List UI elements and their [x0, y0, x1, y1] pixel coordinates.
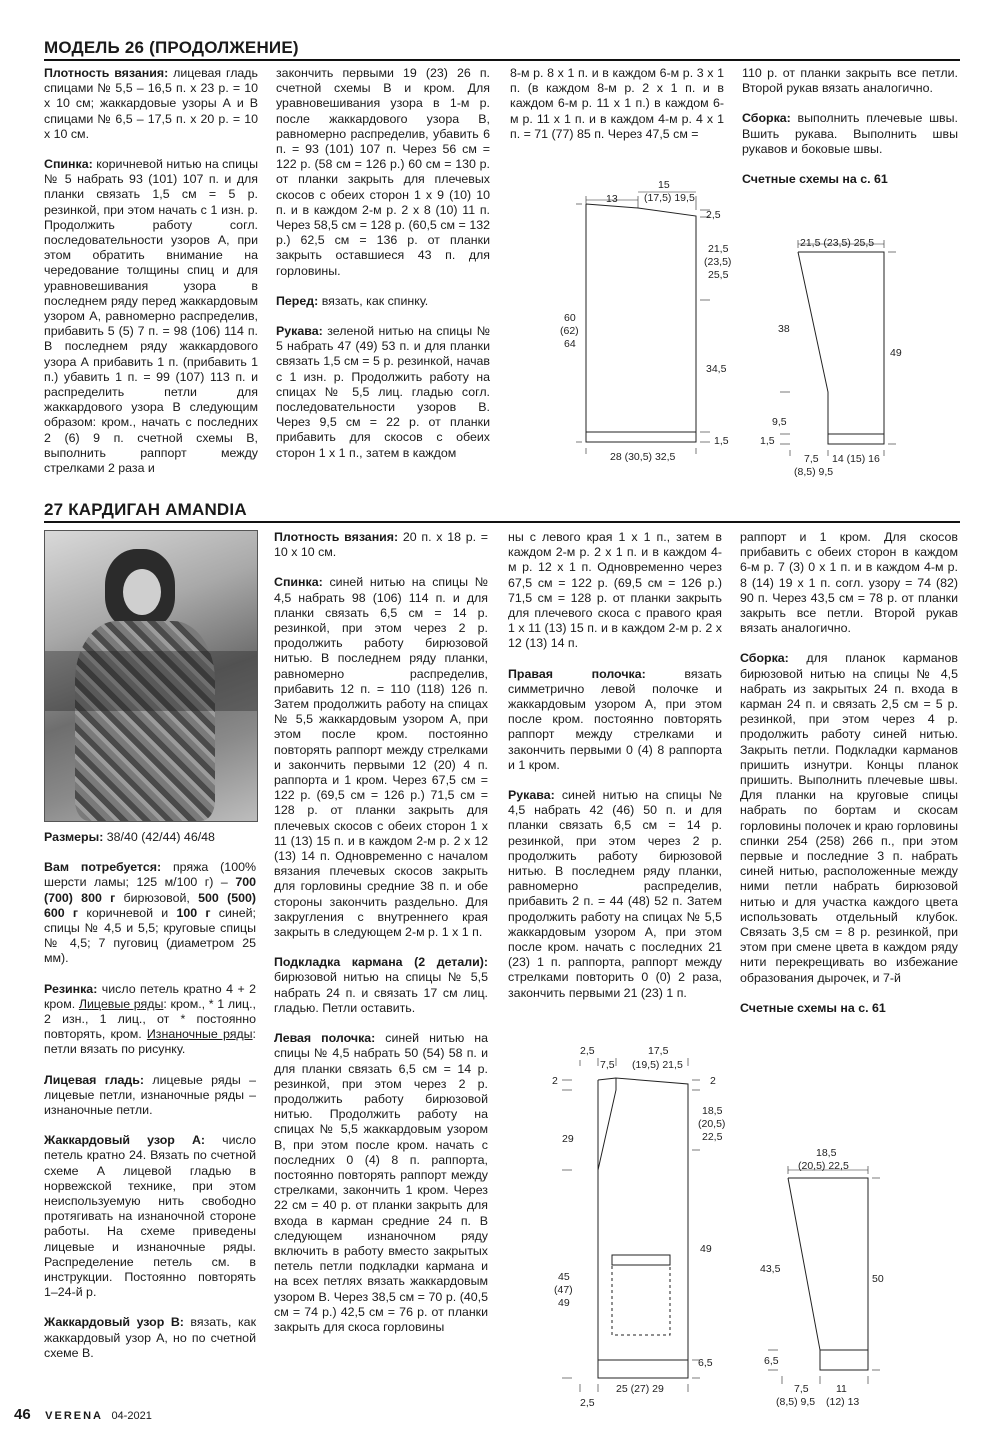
dim-25-5: 25,5 [708, 269, 729, 281]
assembly-label: Сборка: [742, 111, 791, 126]
sleeve-band-dim: 1,5 [760, 435, 775, 447]
sleeve27-top1: 18,5 [816, 1147, 837, 1159]
dim-width: 28 (30,5) 32,5 [610, 451, 676, 463]
photo-sofa [45, 651, 257, 711]
sleeve-bottom1-dim: 7,5 [804, 453, 819, 465]
front-dim-7-5: 7,5 [600, 1059, 615, 1071]
back-text: коричневой нитью на спицы № 5 набрать 93 (101) 107 п. и для планки связать 1,5 см = 5 р. резинкой, при этом начать с 1 изн. р. Продолжить работу согл. последовательности узоров А, при этом обратить внимание на чередование толщины спиц и для уравновешивания узора в последнем ряду перед жаккардовым узором А, равномерно распределив, прибавить 5 (5) 7 п. = 98 (106) 114 п. В последнем ряду жаккардового узора А прибавить 1 п. (прибавить 1 п.) убавить 1 п. = 99 (107) 113 п. и распределить петли для жаккардового узора В следующим образом: кром., начать с последних 2 (6) 9 п. счетной схемы В, выполнить раппорт между стрелками 2 раза и [44, 157, 258, 476]
front-dim-47: (47) [554, 1284, 573, 1296]
stockinette-label: Лицевая гладь: [44, 1072, 144, 1087]
sleeves-continued: 8-м р. 8 х 1 п. и в каждом 6-м р. 3 х 1 п. (в каждом 8-м р. 2 х 1 п. и в каждом 6-м р. 11 х 1 п.) в каждом 6-м р. 11 х 1 п. и в каждом 4-м р. 4 х 1 п. = 71 (77) 85 п. Через 47,5 см = [510, 66, 724, 141]
sleeves27-text: синей нитью на спицы № 4,5 набрать 42 (46) 50 п. и для планки связать 6,5 см = 14 р. резинкой, при этом через 2 р. продолжить работу бирюзовой нитью. В последнем ряду планки, равномерно распределив, прибавить 2 п. = 44 (48) 52 п. Затем продолжить работу на спицах № 5,5 жаккардовым узором А, при этом после кром. начать с последних 21 (23) 1 п. раппорта, раппорт между стрелками повторить 0 (0) 2 раза, закончить первыми 21 (23) 1 п. [508, 788, 722, 1000]
magazine-name: VERENA [45, 1410, 103, 1422]
materials-text-1: пряжа (100% шерсти ламы; 125 м/100 г) – [44, 860, 257, 890]
front-dim-2-left: 2 [552, 1075, 558, 1087]
dim-21-5: 21,5 [708, 243, 729, 255]
sleeves-label: Рукава: [276, 324, 323, 339]
jacquard-a-text: число петель кратно 24. Вязать по счетной схеме А лицевой гладью в норвежской технике, при этом неиспользуемую нить свободно протягивать на изнаночной стороне работы. На схеме приведены лицевые и изнаночные ряды. Распределение петель см. в инструкции. Постоянно повторять 1–24-й р. [44, 1133, 256, 1300]
sleeve-top-dim: 21,5 (23,5) 25,5 [800, 237, 875, 249]
sleeve27-bottom2b: (12) 13 [826, 1396, 860, 1408]
photo-face [123, 569, 161, 615]
sleeve27-slope: 43,5 [760, 1263, 781, 1275]
front-dim-width: 25 (27) 29 [616, 1383, 664, 1395]
front-dim-2-right: 2 [710, 1075, 716, 1087]
sleeve-length-dim: 49 [890, 347, 902, 359]
right-front-label: Правая полочка: [508, 666, 646, 681]
model26-sleeve-schematic [760, 232, 920, 477]
rib-wrong-rows: Изнаночные ряды [146, 1027, 253, 1042]
model27-title: 27 КАРДИГАН AMANDIA [44, 500, 247, 519]
back-continued: закончить первыми 19 (23) 26 п. счетной схемы В и кром. Для уравновешивания узора в 1-м р. после жаккардового узора В, равномерно распределив, убавить 6 п. = 93 (101) 107 п. Через 56 см = 122 р. (58 см = 126 р.) 60 см = 130 р. от планки закрыть для плечевых скосов с обеих сторон 1 х 9 (10) 10 п. и в каждом 2-м р. 2 х 8 (10) 11 п. Через 58,5 см = 128 р. (60,5 см = 132 р.) 62,5 см = 136 р. от планки закрыть оставшиеся 43 п. для горловины. [276, 66, 490, 278]
sleeves27-continued: раппорт и 1 кром. Для скосов прибавить с обеих сторон в каждом 6-м р. 7 (3) 0 х 1 п. и в каждом 4-м р. 8 (14) 19 х 1 п. согл. узору = 74 (82) 90 п. Через 43,5 см = 78 р. от планки закрыть все петли. Второй рукав вязать аналогично. [740, 530, 958, 636]
left-front-continued: ны с левого края 1 х 1 п., затем в каждом 2-м р. 2 х 1 п. и в каждом 4-м р. 12 х 1 п. Одновременно через 67,5 см = 122 р. (69,5 см = 126 р.) 71,5 см = 128 р. от планки закрыть для плечевого скоса с правого края 1 х 11 (13) 15 п. и в каждом 2-м р. 2 х 12 (13) 14 п. [508, 530, 722, 651]
charts27-reference: Счетные схемы на с. 61 [740, 1000, 886, 1015]
model26-col3 [510, 66, 724, 157]
left-front-label: Левая полочка: [274, 1031, 376, 1046]
front-dim-17-5: 17,5 [648, 1045, 669, 1057]
materials-label: Вам потребуется: [44, 860, 162, 875]
left-front-text: синей нитью на спицы № 4,5 набрать 50 (54) 58 п. и для планки связать 6,5 см = 14 р. резинкой, при этом через 2 р. продолжить работу бирюзовой нитью. Продолжить работу на спицах № 5,5 жаккардовым узором В, при этом после кром. начать с последних 0 (4) 8 п. раппорта, постоянно повторять раппорт между стрелками, закончить 1 кром. Через 22 см = 40 р. от планки закрыть для входа в карман средние 24 п. В следующем изнаночном ряду включить в работу вместо закрытых петель петли подкладки кармана и на всех петлях вязать жаккардовым узором В. Через 38,5 см = 70 р. (40,5 см = 74 р.) 42,5 см = 76 р. от планки закрыть для скоса горловины [274, 1031, 488, 1334]
rib-text-2: : кром., * 1 лиц., 2 изн., 1 лиц., от * постоянно повторять, кром. [44, 996, 256, 1042]
dim-64: 64 [564, 338, 576, 350]
dim-13: 13 [606, 193, 618, 205]
page-number: 46 [14, 1406, 31, 1423]
model27-front-schematic [540, 1040, 730, 1410]
rib-text-1: число петель кратно 4 + 2 кром. [44, 981, 256, 1011]
sleeve-bottom1b-dim: (8,5) 9,5 [794, 466, 834, 477]
sleeve-lower-dim: 9,5 [772, 416, 787, 428]
section-divider-2 [44, 521, 960, 523]
gauge-text: лицевая гладь спицами № 5,5 – 16,5 п. х 23 р. = 10 х 10 см; жаккардовые узоры А и В спицами № 6,5 – 17,5 п. х 20 р. = 10 х 10 см. [44, 66, 258, 141]
sleeves27-label: Рукава: [508, 788, 555, 803]
model27-col1 [44, 830, 256, 1376]
jacquard-a-label: Жаккардовый узор А: [44, 1133, 206, 1148]
jacquard-b-text: вязать, как жаккардовый узор А, но по счетной схеме В. [44, 1315, 256, 1360]
model27-col2 [274, 530, 488, 1350]
model27-sleeve-schematic [750, 1140, 910, 1410]
assembly-text: выполнить плечевые швы. Вшить рукава. Выполнить швы рукавов и боковые швы. [742, 111, 958, 156]
front-label: Перед: [276, 293, 319, 308]
front-dim-6-5: 6,5 [698, 1357, 713, 1369]
back27-text: синей нитью на спицы № 4,5 набрать 98 (106) 114 п. и для планки связать 6,5 см = 14 р. резинкой, при этом через 2 р. продолжить работу бирюзовой нитью. В последнем ряду планки, равномерно распределив, прибавить 12 п. = 110 (118) 126 п. Затем продолжить работу на спицах № 5,5 жаккардовым узором А, при этом после кром. постоянно повторять раппорт между стрелками и закончить первыми 12 (20) 4 п. раппорта и 1 кром. Через 67,5 см = 122 р. (69,5 см = 126 р.) 71,5 см = 128 р. от планки закрыть для плечевых скосов с обеих сторон 1 х 11 (13) 15 п. и в каждом 2-м р. 2 х 12 (13) 14 п. Одновременно с началом вязания плечевых скосов закрыть для горловины средние 38 п. и обе стороны закончить раздельно. Для закругления с внутреннего края закрыть в следующем 2-м р. 1 х 1 п. [274, 575, 488, 940]
sleeve27-bottom1b: (8,5) 9,5 [776, 1396, 816, 1408]
sleeve27-top2: (20,5) 22,5 [798, 1160, 849, 1172]
front-text: вязать, как спинку. [318, 293, 429, 308]
dim-23-5: (23,5) [704, 256, 732, 268]
sleeve-bottom2-dim: 14 (15) 16 [832, 453, 880, 465]
model27-col3 [508, 530, 722, 1016]
gauge27-label: Плотность вязания: [274, 530, 399, 544]
front-dim-45: 45 [558, 1271, 570, 1283]
issue-number: 04-2021 [111, 1410, 152, 1422]
gauge-label: Плотность вязания: [44, 66, 169, 80]
sleeve27-band: 6,5 [764, 1355, 779, 1367]
rib-label: Резинка: [44, 981, 98, 996]
materials-brown: 500 (500) 600 г [44, 890, 256, 920]
sizes-label: Размеры: [44, 830, 104, 844]
sleeve27-bottom1: 7,5 [794, 1383, 809, 1395]
front-dim-2-5-bottom: 2,5 [580, 1397, 595, 1409]
rib-text-3: : петли вязать по рисунку. [44, 1027, 256, 1057]
front-dim-19-5: (19,5) 21,5 [632, 1059, 683, 1071]
sleeves-text: зеленой нитью на спицы № 5 набрать 47 (49) 53 п. и для планки связать 1,5 см = 5 р. резинкой, начав с 1 изн. р. Продолжить работу на спицах № 5,5 лиц. гладью согл. последовательности узоров В. Через 9,5 см = 22 р. от планки прибавить для скосов с обеих сторон 1 х 1 п., затем в каждом [276, 324, 490, 460]
pocket-lining-label: Подкладка кармана (2 детали): [274, 955, 488, 970]
model26-col2 [276, 66, 490, 476]
sleeve27-length: 50 [872, 1273, 884, 1285]
jacquard-b-label: Жаккардовый узор В: [44, 1315, 184, 1330]
materials-text-3: коричневой и [78, 905, 177, 920]
front-dim-18-5: 18,5 [702, 1105, 723, 1117]
dim-1-5: 1,5 [714, 435, 729, 447]
pocket-lining-text: бирюзовой нитью на спицы № 5,5 набрать 24 п. и связать 17 см лиц. гладью. Петли оставить. [274, 970, 488, 1015]
front-dim-49: 49 [700, 1243, 712, 1255]
front-dim-29: 29 [562, 1133, 574, 1145]
assembly27-text: для планок карманов бирюзовой нитью на спицы № 4,5 набрать из закрытых 24 п. входа в карман 24 п. и связать 2,5 см = 5 р. резинкой, при этом через 4 р. продолжить работу синей нитью. Закрыть петли. Подкладки карманов пришить изнутри. Концы планок пришить. Выполнить плечевые швы. Для планки на круговые спицы набрать по бортам и скосам горловины полочек и краю горловины спинки 254 (258) 266 п., при этом первые и последние 3 п. набрать синей нитью, расположенные между ними петли набрать бирюзовой нитью и для участка каждого цвета использовать отдельный клубок. Связать 3,5 см = 8 р. резинкой, при этом при смене цвета в каждом ряду нити перекрещивать во избежание образования дырочек, и 7-й [740, 651, 958, 985]
dim-15: 15 [658, 179, 670, 191]
materials-text-4: синей; спицы № 4,5 и 5,5; круговые спицы № 4,5; 7 пуговиц (диаметром 25 мм). [44, 905, 256, 966]
right-front-text: вязать симметрично левой полочке и жаккардовым узором А, при этом после кром. постоянно повторять раппорт между стрелками и закончить первыми 0 (4) 8 раппорта и 1 кром. [508, 666, 722, 772]
model26-col4 [742, 66, 958, 202]
dim-2-5: 2,5 [706, 209, 721, 221]
materials-blue: 100 г [176, 905, 211, 920]
model26-title: МОДЕЛЬ 26 (ПРОДОЛЖЕНИЕ) [44, 38, 299, 57]
sleeve27-bottom2: 11 [836, 1383, 847, 1395]
charts-reference: Счетные схемы на с. 61 [742, 172, 888, 187]
sizes-text: 38/40 (42/44) 46/48 [103, 830, 215, 844]
dim-62: (62) [560, 325, 579, 337]
dim-60: 60 [564, 312, 576, 324]
front-dim-22-5: 22,5 [702, 1131, 723, 1143]
back-label: Спинка: [44, 157, 93, 172]
model26-body-schematic [550, 170, 740, 470]
model-photo [44, 530, 258, 822]
model26-col1 [44, 66, 258, 491]
assembly27-label: Сборка: [740, 651, 789, 666]
front-dim-49-left: 49 [558, 1297, 570, 1309]
sleeve-slope-dim: 38 [778, 323, 790, 335]
front-dim-2-5: 2,5 [580, 1045, 595, 1057]
stockinette-text: лицевые ряды – лицевые петли, изнаночные ряды – изнаночные петли. [44, 1072, 256, 1118]
section-divider [44, 59, 960, 61]
page-footer [14, 1406, 152, 1424]
back27-label: Спинка: [274, 575, 323, 590]
dim-17-5: (17,5) 19,5 [644, 192, 695, 204]
dim-34-5: 34,5 [706, 363, 727, 375]
materials-turquoise: 700 (700) 800 г [44, 875, 256, 905]
rib-right-rows: Лицевые ряды [78, 996, 164, 1011]
materials-text-2: бирюзовой, [115, 890, 199, 905]
front-dim-20-5: (20,5) [698, 1118, 726, 1130]
sleeve-finish: 110 р. от планки закрыть все петли. Второй рукав вязать аналогично. [742, 66, 958, 96]
gauge27-text: 20 п. х 18 р. = 10 х 10 см. [274, 530, 488, 560]
model27-col4 [740, 530, 958, 1031]
